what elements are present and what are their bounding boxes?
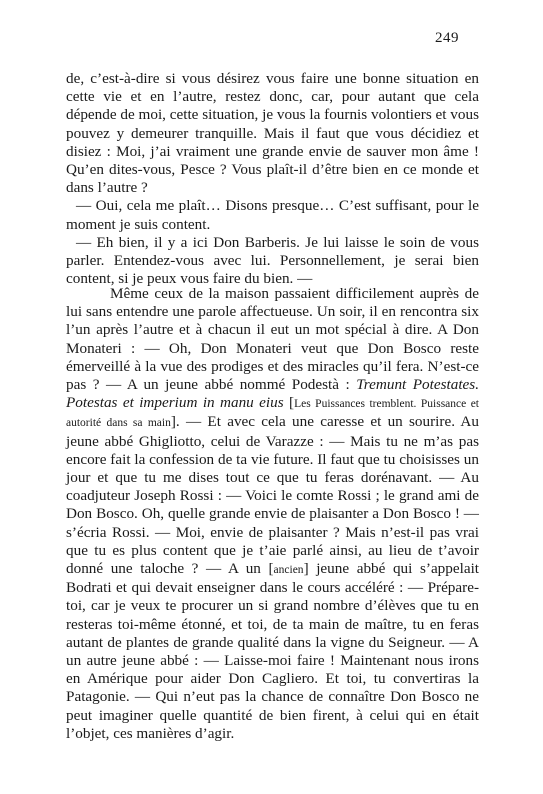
editorial-insert: ancien bbox=[273, 564, 304, 577]
text-run: ]. — Et avec cela une caresse et un sourire. Au jeune abbé Ghigliotto, celui de Varazze : — Mais tu ne m’as pas encore fait la confession de ta vie future. Il faut que tu choisisses un jour et que tu me dises tout ce que tu feras dorénavant. — Au coadjuteur Joseph Rossi : — Voici le comte Rossi ; le grand ami de Don Bosco. Oh, quelle grande envie de plaisanter a Don Bosco ! — s’écria Rossi. — Moi, envie de plaisanter ? Mais n’est-il pas vrai que tu es plus content que je t’aie parlé ainsi, au lieu de t’avoir donné une taloche ? — A un [ bbox=[66, 413, 479, 578]
narrative-section bbox=[66, 285, 479, 743]
page-number: 249 bbox=[435, 30, 459, 46]
text-run: [ bbox=[283, 394, 295, 412]
text-run: ] jeune abbé qui s’appelait Bodrati et qui devait enseigner dans le cours accéléré : — Prépare-toi, car je veux te procurer un si grand nombre d’élèves que tu en resteras toi-même étonné, et toi, de ta main de maître, tu en feras autant de plantes de grande qualité dans la vigne du Seigneur. — A un autre jeune abbé : — Laisse-moi faire ! Maintenant nous irons en Amérique pour aider Don Cagliero. Et toi, tu convertiras la Patagonie. — Qui n’eut pas la chance de connaître Don Bosco ne peut imaginer quelle quantité de bien firent, à celui qui en était l’objet, ces manières d’agir. bbox=[66, 560, 480, 742]
paragraph-reply: — Oui, cela me plaît… Disons presque… C’est suffisant, pour le moment je suis content. bbox=[66, 197, 479, 233]
latin-quote: Tremunt Potestates. Potestas et imperium in manu eius bbox=[66, 376, 479, 412]
paragraph-response: — Eh bien, il y a ici Don Barberis. Je lui laisse le soin de vous parler. Entendez-vous avec lui. Personnellement, je serai bien content, si je peux vous faire du bien. — bbox=[66, 233, 479, 288]
dialogue-section bbox=[66, 70, 479, 288]
text-run: Même ceux de la maison passaient difficilement auprès de lui sans entendre une parole affectueuse. Un soir, il en rencontra six l’un après l’autre et à chacun il eut un mot spécial à dire. A Don Monateri : — Oh, Don Monateri veut que Don Bosco reste émerveillé à la vue des prodiges et des miracles qu’il fera. N’est-ce pas ? — A un jeune abbé nommé Podestà : bbox=[66, 285, 479, 394]
paragraph-anecdotes bbox=[66, 285, 479, 743]
paragraph-continued: de, c’est-à-dire si vous désirez vous faire une bonne situation en cette vie et en l’autre, restez donc, car, pour autant que cela dépende de moi, cette situation, je vous la fournis volontiers et vous pouvez y demeurer tranquille. Mais il faut que vous décidiez et disiez : Moi, j’ai vraiment une grande envie de sauver mon âme ! Qu’en dites-vous, Pesce ? Vous plaît-il d’être bien en ce monde et dans l’autre ? bbox=[66, 70, 479, 197]
translation-note: Les Puissances tremblent. Puissance et autorité dans sa main bbox=[66, 398, 480, 430]
